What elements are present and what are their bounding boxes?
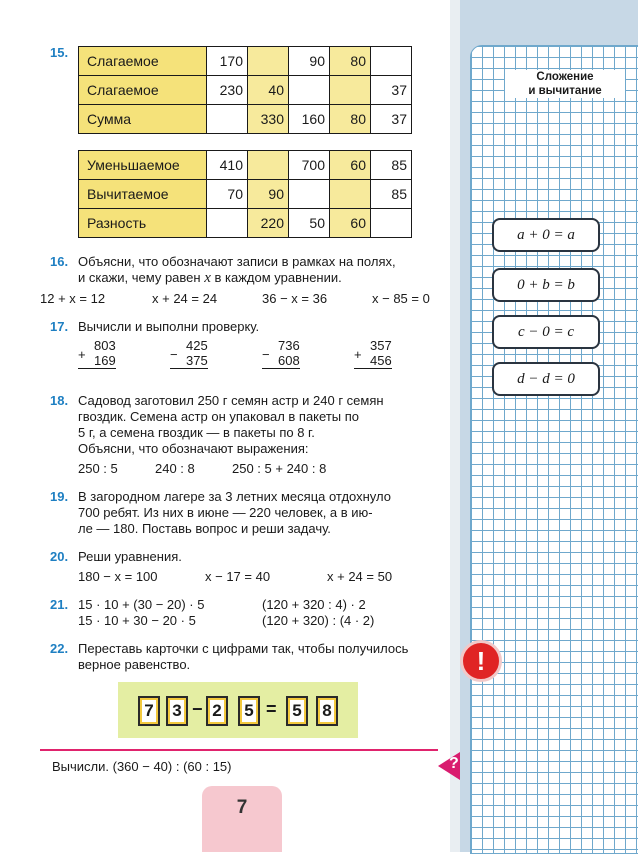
digit-card[interactable]: 5 [286,696,308,726]
equation: x − 17 = 40 [205,569,271,584]
equation: x + 24 = 24 [152,291,218,306]
table-cell: 80 [330,105,371,134]
topic-line-1: Сложение [536,71,594,83]
task-18-line: Объясни, что обозначают выражения: [78,441,309,456]
table-row [79,76,412,105]
exclamation-circle-icon: ! [460,640,502,682]
table-row [79,105,412,134]
table-cell: 700 [289,151,330,180]
table-cell [289,76,330,105]
task-number-20: 20. [50,549,69,564]
expression: (120 + 320) : (4 · 2) [262,613,375,628]
table-cell: 85 [371,151,412,180]
subtraction-table [78,150,412,238]
task-number-22: 22. [50,641,69,656]
column-bottom: 608 [262,353,300,369]
column-bottom: 456 [354,353,392,369]
table-cell [371,209,412,238]
table-cell [289,180,330,209]
task-22-line: верное равенство. [78,657,191,672]
table-cell: 330 [248,105,289,134]
task-18-line: 5 г, а семена гвоздик — в пакеты по 8 г. [78,425,315,440]
column-calc-3 [262,338,300,369]
table-cell: 37 [371,105,412,134]
minus-sign: − [192,699,203,719]
column-bottom: 375 [170,353,208,369]
page-number: 7 [202,786,282,852]
equation: 180 − x = 100 [78,569,158,584]
digit-card[interactable]: 7 [138,696,160,726]
expression: (120 + 320 : 4) · 2 [262,597,366,612]
grid-paper [470,45,638,854]
equation: x + 24 = 50 [327,569,393,584]
table-cell [330,76,371,105]
task-22-line: Переставь карточки с цифрами так, чтобы получилось [78,641,409,656]
task-number-19: 19. [50,489,69,504]
task-19-line: В загородном лагере за 3 летних месяца отдохнуло [78,489,391,504]
table-cell: 60 [330,209,371,238]
table-row [79,151,412,180]
column-top: 736 [278,338,300,353]
task-18-line: Садовод заготовил 250 г семян астр и 240 г семян [78,393,384,408]
table-cell: 170 [207,47,248,76]
expression: 15 · 10 + 30 − 20 · 5 [78,613,196,628]
column-calc-4 [354,338,392,369]
table-cell [248,151,289,180]
bottom-task: Вычисли. (360 − 40) : (60 : 15) [52,759,232,774]
task-number-16: 16. [50,254,69,269]
column-calc-1 [78,338,116,369]
column-sign: + [78,347,86,362]
task-20-text: Реши уравнения. [78,549,182,564]
table-cell: 37 [371,76,412,105]
rule-card-1: a + 0 = a [492,218,600,252]
table-cell [371,47,412,76]
row-header: Слагаемое [79,47,207,76]
table-cell [207,209,248,238]
table-cell: 50 [289,209,330,238]
equals-sign: = [266,699,277,719]
rule-card-4: d − d = 0 [492,362,600,396]
task-16-line-2 [78,270,342,286]
table-cell: 410 [207,151,248,180]
column-calc-2 [170,338,208,369]
row-header: Уменьшаемое [79,151,207,180]
task-number-15: 15. [50,45,69,60]
table-cell: 80 [330,47,371,76]
table-cell: 90 [248,180,289,209]
table-cell: 220 [248,209,289,238]
table-row [79,47,412,76]
task-16-line-1: Объясни, что обозначают записи в рамках на полях, [78,254,396,269]
digit-card[interactable]: 3 [166,696,188,726]
task-number-18: 18. [50,393,69,408]
digit-card[interactable]: 5 [238,696,260,726]
table-cell: 60 [330,151,371,180]
equation: x − 85 = 0 [372,291,430,306]
row-header: Слагаемое [79,76,207,105]
column-sign: − [170,347,178,362]
digit-card[interactable]: 8 [316,696,338,726]
task-number-21: 21. [50,597,69,612]
task-17-text: Вычисли и выполни проверку. [78,319,260,334]
task-16-text-end: в каждом уравнении. [214,270,342,285]
table-row [79,180,412,209]
row-header: Разность [79,209,207,238]
topic-line-2: и вычитание [528,85,602,97]
digit-card[interactable]: 2 [206,696,228,726]
topic-label [505,70,625,98]
task-16-text: и скажи, чему равен [78,270,201,285]
column-sign: − [262,347,270,362]
rule-card-2: 0 + b = b [492,268,600,302]
task-19-line: ле — 180. Поставь вопрос и реши задачу. [78,521,331,536]
table-cell: 85 [371,180,412,209]
expression: 250 : 5 [78,461,118,476]
column-sign: + [354,347,362,362]
table-cell: 160 [289,105,330,134]
task-number-17: 17. [50,319,69,334]
variable-x: x [204,270,211,286]
row-header: Сумма [79,105,207,134]
table-cell: 70 [207,180,248,209]
table-cell [207,105,248,134]
addition-table [78,46,412,134]
expression: 250 : 5 + 240 : 8 [232,461,327,476]
table-cell: 230 [207,76,248,105]
digit-cards-box [118,682,358,738]
table-row [79,209,412,238]
page-edge [450,0,460,852]
expression: 15 · 10 + (30 − 20) · 5 [78,597,205,612]
table-cell [248,47,289,76]
section-divider [40,749,438,751]
rule-card-3: c − 0 = c [492,315,600,349]
column-bottom: 169 [78,353,116,369]
question-mark-glyph: ? [449,755,459,772]
expression: 240 : 8 [155,461,195,476]
column-top: 803 [94,338,116,353]
task-18-line: гвоздик. Семена астр он упаковал в пакеты по [78,409,359,424]
table-cell [330,180,371,209]
column-top: 357 [370,338,392,353]
equation: 36 − x = 36 [262,291,328,306]
table-cell: 40 [248,76,289,105]
row-header: Вычитаемое [79,180,207,209]
column-top: 425 [186,338,208,353]
task-19-line: 700 ребят. Из них в июне — 220 человек, а в ию- [78,505,373,520]
equation: 12 + x = 12 [40,291,106,306]
table-cell: 90 [289,47,330,76]
